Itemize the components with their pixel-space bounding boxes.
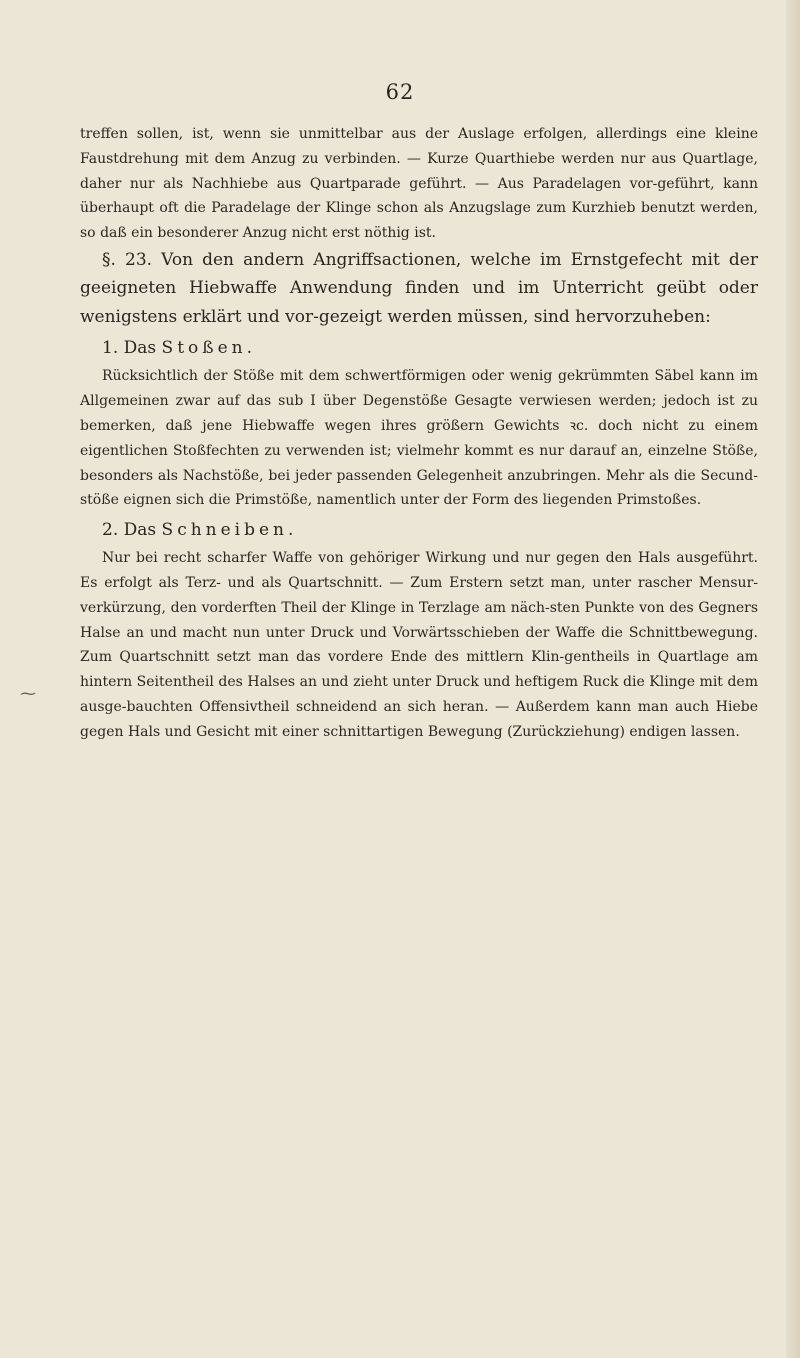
section-23-paragraph: §. 23. Von den andern Angriffsactionen, welche im Ernstgefecht mit der geeigneten Hiebwaffe Anwendung finden und im Unterricht geübt oder wenigstens erklärt und vor-gezeigt werden müssen, sind hervorzuheben: <box>80 249 758 327</box>
page-edge <box>786 0 800 1358</box>
margin-mark: ⁓ <box>20 684 36 703</box>
heading-article: Das <box>123 520 157 541</box>
stossen-paragraph: Rücksichtlich der Stöße mit dem schwertförmigen oder wenig gekrümmten Säbel kann im Allgemeinen zwar auf das sub I über Degenstöße Gesagte verwiesen werden; jedoch ist zu bemerken, daß jene Hiebwaffe wegen ihres größern Gewichts ꝛc. doch nicht zu einem eigentlichen Stoßfechten zu verwenden ist; vielmehr kommt es nur darauf an, einzelne Stöße, besonders als Nachstöße, bei jeder passenden Gelegenheit anzubringen. Mehr als die Secund-stöße eignen sich die Primstöße, namentlich unter der Form des liegenden Primstoßes. <box>80 368 758 509</box>
heading-word: Schneiben. <box>161 520 298 541</box>
text-body <box>80 122 758 745</box>
intro-paragraph: treffen sollen, ist, wenn sie unmittelbar aus der Auslage erfolgen, allerdings eine kleine Faustdrehung mit dem Anzug zu verbinden. — Kurze Quarthiebe werden nur aus Quartlage, daher nur als Nachhiebe aus Quartparade geführt. — Aus Paradelagen vor-geführt, kann überhaupt oft die Paradelage der Klinge schon als Anzugslage zum Kurzhieb benutzt werden, so daß ein besonderer Anzug nicht erst nöthig ist. <box>80 126 758 242</box>
heading-article: Das <box>123 338 157 359</box>
heading-stossen <box>102 334 758 362</box>
page-number: 62 <box>385 80 415 104</box>
schneiben-paragraph: Nur bei recht scharfer Waffe von gehöriger Wirkung und nur gegen den Hals ausgeführt. Es erfolgt als Terz- und als Quartschnitt. — Zum Erstern setzt man, unter rascher Mensur-verkürzung, den vorderften Theil der Klinge in Terzlage am näch-sten Punkte von des Gegners Halse an und macht nun unter Druck und Vorwärtsschieben der Waffe die Schnittbewegung. Zum Quartschnitt setzt man das vordere Ende des mittlern Klin-gentheils in Quartlage am hintern Seitentheil des Halses an und zieht unter Druck und heftigem Ruck die Klinge mit dem ausge-bauchten Offensivtheil schneidend an sich heran. — Außerdem kann man auch Hiebe gegen Hals und Gesicht mit einer schnittartigen Bewegung (Zurückziehung) endigen lassen. <box>80 550 758 740</box>
heading-number: 2. <box>102 520 119 541</box>
heading-word: Stoßen. <box>161 338 257 359</box>
heading-number: 1. <box>102 338 119 359</box>
heading-schneiben <box>102 516 758 544</box>
